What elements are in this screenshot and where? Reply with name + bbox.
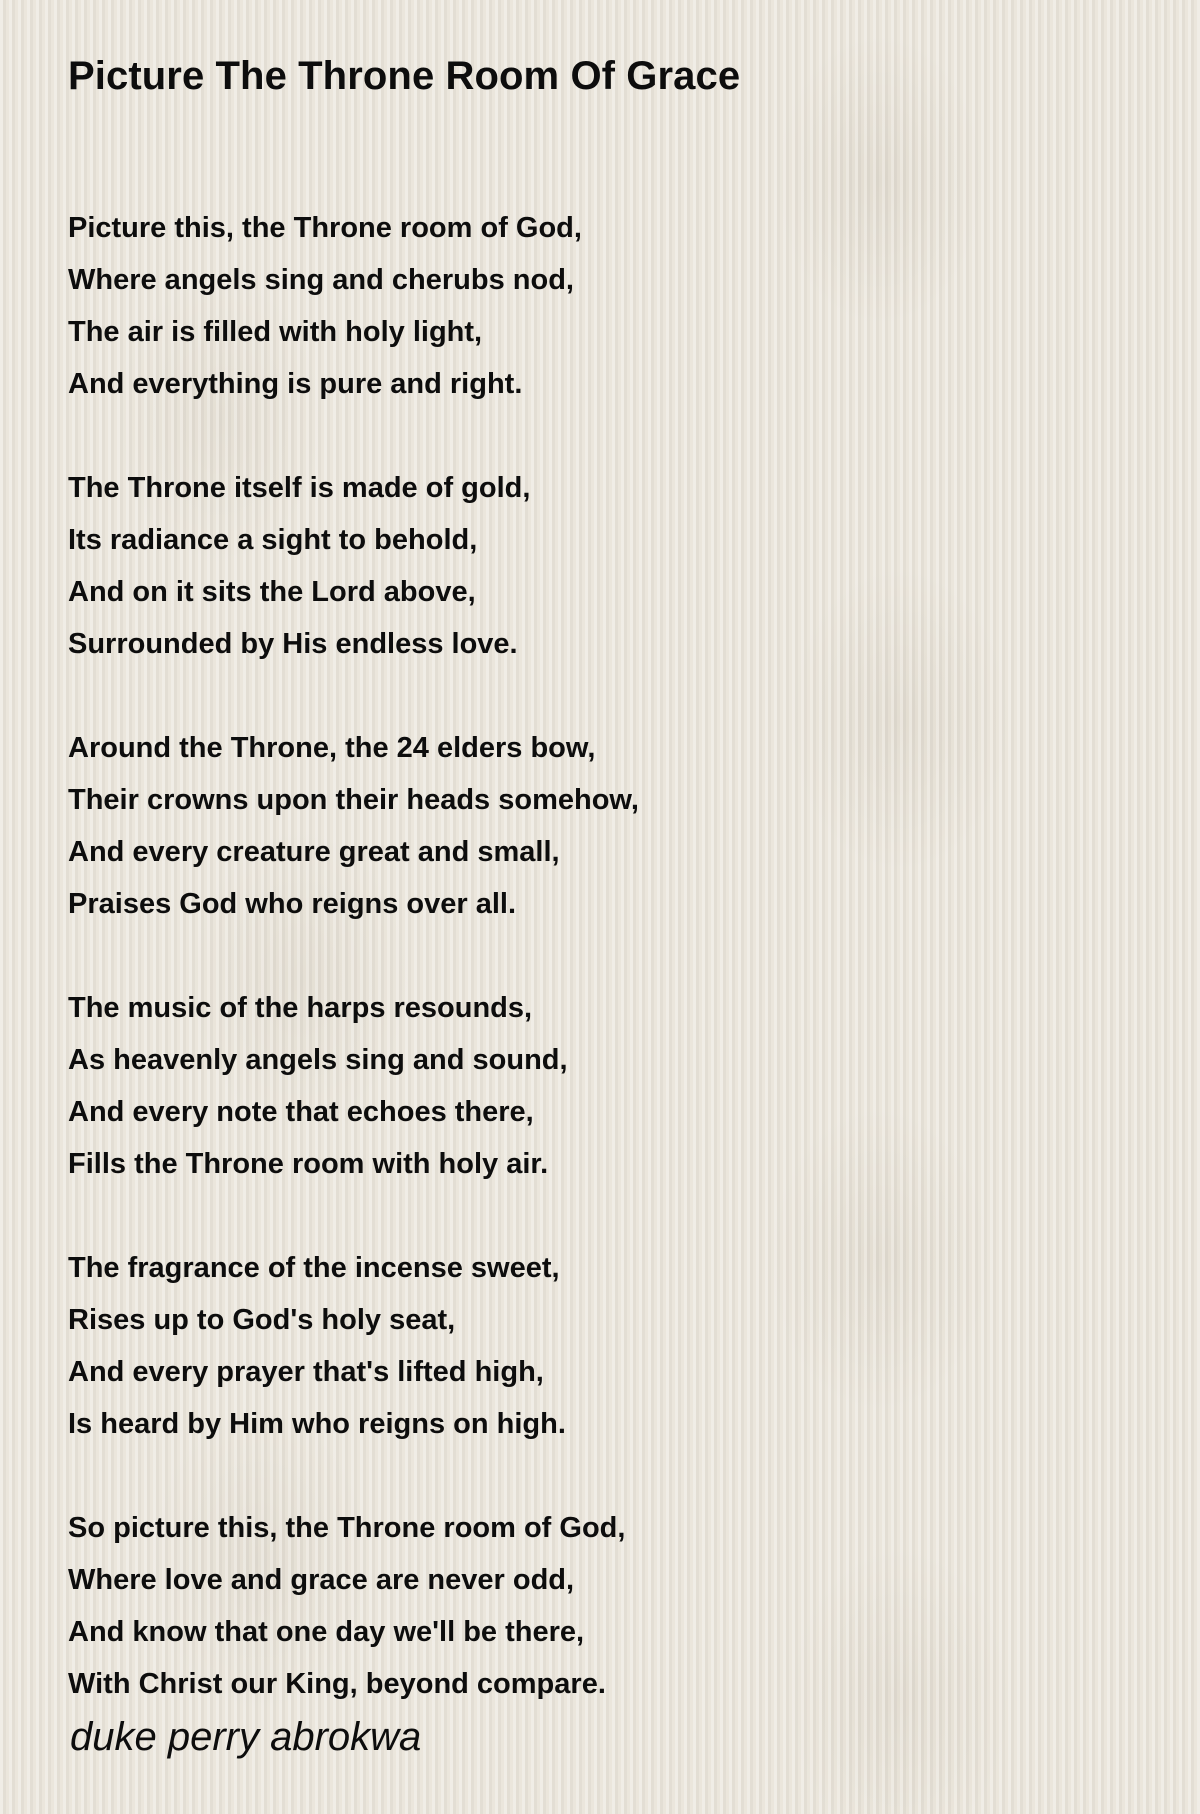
poem-line: Its radiance a sight to behold,	[68, 524, 478, 556]
poem-line: Around the Throne, the 24 elders bow,	[68, 732, 596, 764]
poem-line: The fragrance of the incense sweet,	[68, 1252, 560, 1284]
poem-line: And on it sits the Lord above,	[68, 576, 476, 608]
poem-title: Picture The Throne Room Of Grace	[68, 54, 741, 98]
stanza-3	[68, 722, 1148, 930]
poem-author: duke perry abrokwa	[70, 1715, 422, 1759]
poem-line: And every note that echoes there,	[68, 1096, 534, 1128]
poem-line: Picture this, the Throne room of God,	[68, 212, 582, 244]
poem-line: And every prayer that's lifted high,	[68, 1356, 544, 1388]
poem-line: The Throne itself is made of gold,	[68, 472, 531, 504]
poem-line: Rises up to God's holy seat,	[68, 1304, 456, 1336]
poem-line: The music of the harps resounds,	[68, 992, 533, 1024]
poem-line: And know that one day we'll be there,	[68, 1616, 585, 1648]
poem-line: The air is filled with holy light,	[68, 316, 483, 348]
poem-line: Fills the Throne room with holy air.	[68, 1148, 549, 1180]
poem-line: So picture this, the Throne room of God,	[68, 1512, 626, 1544]
stanza-6	[68, 1502, 1148, 1710]
poem-line: And everything is pure and right.	[68, 368, 523, 400]
poem-line: Is heard by Him who reigns on high.	[68, 1408, 566, 1440]
poem-line: Surrounded by His endless love.	[68, 628, 518, 660]
poem-body	[68, 202, 1148, 1710]
poem-line: As heavenly angels sing and sound,	[68, 1044, 568, 1076]
poem	[68, 48, 1148, 1762]
stanza-1	[68, 202, 1148, 410]
poem-line: Their crowns upon their heads somehow,	[68, 784, 639, 816]
poem-line: Where angels sing and cherubs nod,	[68, 264, 574, 296]
poem-line: Where love and grace are never odd,	[68, 1564, 575, 1596]
poem-line: And every creature great and small,	[68, 836, 560, 868]
stanza-2	[68, 462, 1148, 670]
stanza-5	[68, 1242, 1148, 1450]
poem-line: With Christ our King, beyond compare.	[68, 1668, 606, 1700]
poem-line: Praises God who reigns over all.	[68, 888, 517, 920]
stanza-4	[68, 982, 1148, 1190]
